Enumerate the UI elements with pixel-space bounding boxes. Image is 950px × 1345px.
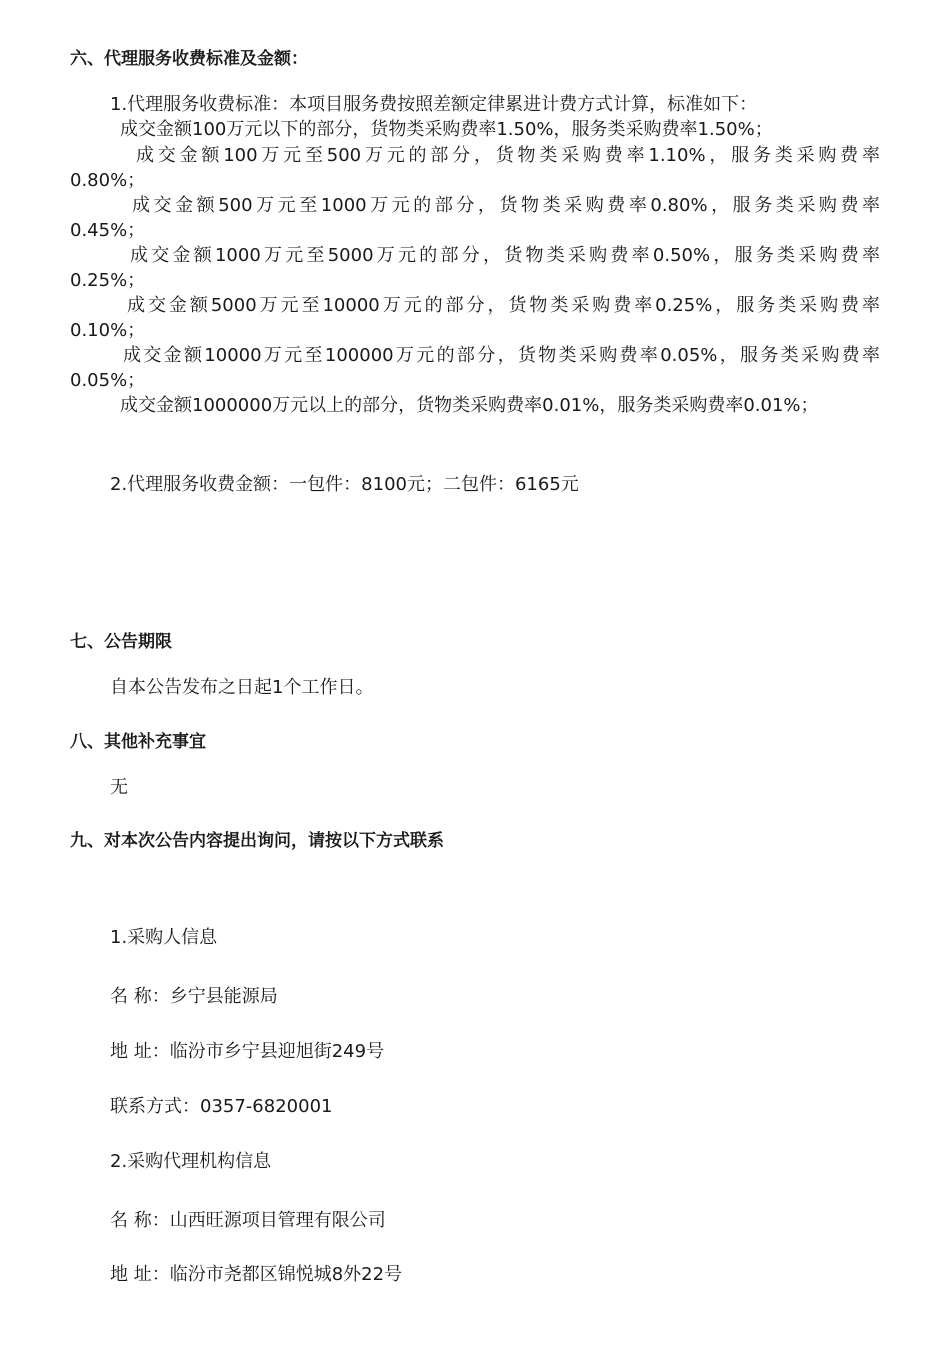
fee-tier-6: 成交金额10000万元至100000万元的部分，货物类采购费率0.05%，服务类采购费率 (123, 345, 880, 366)
fee-tier-6-continued: 0.05%； (70, 370, 146, 391)
fee-tier-1: 成交金额100万元以下的部分，货物类采购费率1.50%，服务类采购费率1.50%； (120, 119, 773, 140)
purchaser-address: 地 址：临汾市乡宁县迎旭街249号 (110, 1041, 385, 1062)
fee-standard-intro: 1.代理服务收费标准：本项目服务费按照差额定律累进计费方式计算，标准如下： (110, 94, 758, 115)
agency-info-title: 2.采购代理机构信息 (110, 1151, 272, 1172)
fee-tier-5: 成交金额5000万元至10000万元的部分，货物类采购费率0.25%，服务类采购费率 (127, 295, 880, 316)
other-matters-text: 无 (110, 777, 128, 798)
agency-name: 名 称：山西旺源项目管理有限公司 (110, 1210, 386, 1231)
purchaser-info-title: 1.采购人信息 (110, 927, 218, 948)
fee-tier-2: 成交金额100万元至500万元的部分，货物类采购费率1.10%，服务类采购费率 (136, 145, 880, 166)
section-8-heading: 八、其他补充事宜 (70, 732, 206, 752)
fee-tier-2-continued: 0.80%； (70, 170, 146, 191)
purchaser-name: 名 称：乡宁县能源局 (110, 986, 278, 1007)
fee-tier-4-continued: 0.25%； (70, 270, 146, 291)
fee-tier-4: 成交金额1000万元至5000万元的部分，货物类采购费率0.50%，服务类采购费率 (130, 245, 880, 266)
section-7-heading: 七、公告期限 (70, 632, 172, 652)
fee-tier-5-continued: 0.10%； (70, 320, 146, 341)
agency-address: 地 址：临汾市尧都区锦悦城8外22号 (110, 1264, 403, 1285)
fee-tier-7: 成交金额1000000万元以上的部分，货物类采购费率0.01%，服务类采购费率0.01%； (120, 395, 819, 416)
fee-tier-3-continued: 0.45%； (70, 220, 146, 241)
fee-tier-3: 成交金额500万元至1000万元的部分，货物类采购费率0.80%，服务类采购费率 (132, 195, 880, 216)
announcement-period-text: 自本公告发布之日起1个工作日。 (110, 677, 374, 698)
fee-amount: 2.代理服务收费金额：一包件：8100元；二包件：6165元 (110, 474, 579, 495)
section-9-heading: 九、对本次公告内容提出询问，请按以下方式联系 (70, 831, 444, 851)
purchaser-contact: 联系方式：0357-6820001 (110, 1096, 333, 1117)
section-6-heading: 六、代理服务收费标准及金额： (70, 49, 308, 69)
